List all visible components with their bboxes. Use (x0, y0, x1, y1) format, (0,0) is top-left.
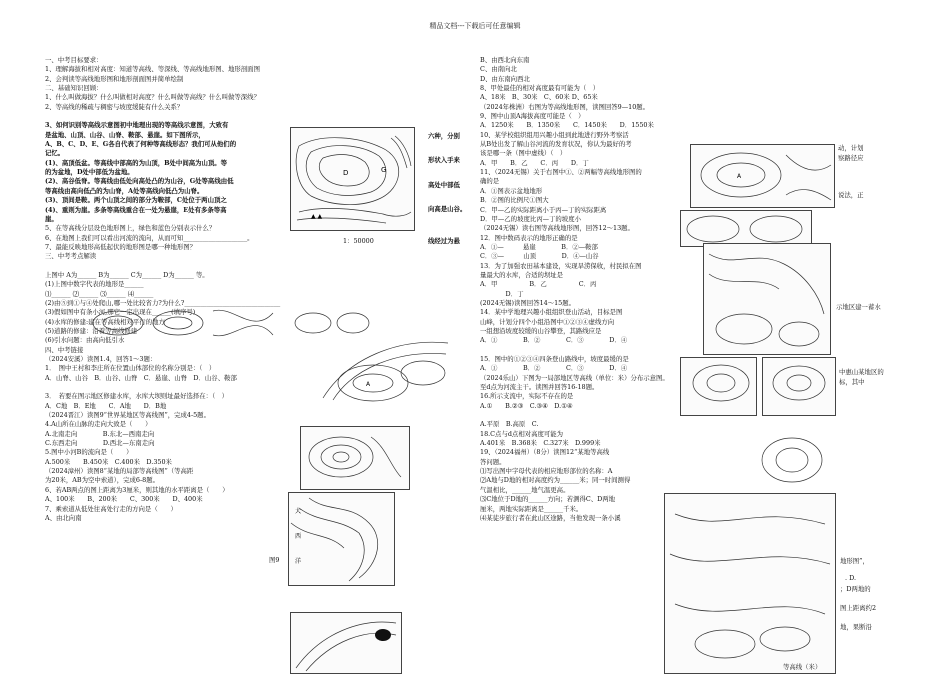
text-line: (3)、顶间是鞍。两个山顶之间的部分为鞍部，C处位于两山顶之 (45, 196, 227, 205)
text-line: A、B、C、D、E、G各自代表了何种等高线形态？我们可从他们的 (45, 140, 237, 149)
text-line: A．① B．② C．③ D．④ (480, 336, 628, 345)
text-line: ⑴______ ⑵______ ⑶______ ⑷______ (45, 289, 154, 298)
text-line: 14．某中学地理兴趣小组组织登山活动，目标是图 (480, 308, 623, 317)
text-line: 记忆。 (45, 149, 65, 158)
text-line: 5、在等高线分层设色地形图上，绿色和蓝色分别表示什么？ (45, 224, 216, 233)
svg-text:G: G (381, 166, 387, 174)
rfrag-4: 示地区建一蓄水 (836, 303, 881, 311)
text-line: （2024无锡）读右图等高线地形图，回答12～13题。 (480, 224, 634, 233)
text-line: 7、乘索道从低处往高处行走的方向是（ ） (45, 504, 177, 513)
text-line: 13．为了加强农田基本建设，实现旱涝保收，村民拟在图 (480, 261, 642, 270)
text-line: A.① B.②③ C.③④ D.①④ (480, 401, 573, 410)
text-line: B．②图的比例尺①图大 (480, 196, 549, 205)
text-line: 一、中考目标要求： (45, 56, 103, 64)
text-line: 确的是 (480, 177, 500, 186)
text-line: ⑶C地位于D地的______方向；若测得C、D两地 (480, 495, 616, 504)
wuxi-figure-2 (703, 243, 831, 355)
rfrag-9: ；D两地的 (840, 585, 871, 593)
text-line: A、100米 B、200米 C、300米 D、400米 (45, 495, 203, 504)
text-line: (2024无锡)读图回答14～15题。 (480, 298, 576, 307)
text-line: C．甲—乙的实际距离小于丙—丁的实际距离 (480, 205, 607, 214)
text-line: 山峰，计划分四个小组沿图中①②③④虚线方向 (480, 317, 615, 326)
text-line: （2024晋江）读图9“世界某地区等高线图”，完成4-5题。 (45, 411, 210, 420)
text-line: 16.所示支流中，实际不存在的是 (480, 392, 574, 401)
text-line: A.500米 B.450米 C.400米 D.350米 (45, 457, 172, 466)
text-line: 5.图中小河B的流向是（ ） (45, 448, 133, 457)
text-line (45, 112, 463, 121)
fuzhou-figure (664, 493, 836, 674)
fragment-5: 线经过为悬 (428, 237, 460, 245)
rfrag-10: 图上距离约2 (840, 604, 877, 612)
numbered-contour-figure (318, 328, 458, 413)
text-line: A．山脊、山谷 B．山谷、山脊 C．悬崖、山脊 D．山谷、鞍部 (45, 373, 237, 382)
rfrag-11: 地，果断沿 (840, 623, 872, 631)
text-line: 崖。 (45, 214, 58, 223)
text-line: 从B处出发了解山谷河流的发育状况，你认为最好的考 (480, 140, 632, 149)
text-line: A．甲 B．乙 C．丙 (480, 280, 597, 289)
text-line: 四、中考链接 (45, 345, 84, 354)
text-line: 11、（2024无锡）关于右图中①、②两幅等高线地形图的 (480, 168, 642, 177)
text-line: (6)引水问题：由高向低引水 (45, 336, 125, 345)
rfrag-1: 动，计划 (838, 144, 864, 152)
svg-text:洋: 洋 (295, 558, 302, 565)
text-line: A.401米 B.368米 C.327米 D.999米 (480, 439, 601, 448)
fragment-4: 向高是山谷。 (428, 205, 467, 213)
text-line: 12．图中数码表示的地形正确的是 (480, 233, 578, 242)
text-line: A.平原 B.高原 C. (480, 420, 539, 429)
rfrag-2: 察路径应 (838, 154, 864, 162)
svg-text:D: D (343, 169, 349, 177)
rfrag-7: 地形图”， (840, 557, 869, 565)
text-line: 厘米，两地实际距离是______千米。 (480, 504, 583, 513)
text-line: C、由南向北 (480, 65, 517, 74)
text-line: (1)上图中数字代表的地形是______ (45, 280, 144, 289)
rfrag-8: . D. (845, 574, 856, 582)
text-line: 6、在地图上我们可以看出河流的流向，从而可知____________________。 (45, 233, 254, 242)
text-line: (1)、高顶低盆。等高线中部高的为山顶，B处中间高为山顶。等 (45, 158, 228, 167)
text-line: A.北南走向 B.东北—西南走向 (45, 429, 155, 438)
text-line: ⑷某徒步旅行者在此山区途路，当他发现一条小溪 (480, 513, 621, 522)
rfrag-3: 说法，正 (838, 191, 864, 199)
text-line: 是盆地、山顶、山谷、山脊、鞍部、悬崖。如下图所示， (45, 130, 205, 139)
svg-text:大: 大 (295, 508, 302, 515)
fragment-1: 六种，分别 (428, 132, 460, 140)
text-line: 气温相比，______地气温更高。 (480, 485, 570, 494)
text-line: （2024年株洲）右图为等高线地形图，读图回答9—10题。 (480, 102, 650, 111)
text-line: 2、会判读等高线地形图和地形剖面图并简单绘制 (45, 74, 184, 83)
text-line: 等高线由高向低凸的为山脊，A处等高线向低凸为山脊。 (45, 186, 204, 195)
text-line: 1、理解海拔和相对高度：知道等高线、等深线、等高线地形图、地形剖面图 (45, 65, 260, 74)
text-line: D．甲—乙的坡度比丙—丁的坡度小 (480, 214, 581, 223)
text-line: 4.A山所在山脉的走向大致是（ ） (45, 420, 152, 429)
text-line: 19、（2024福州）（8分）读图12“某地等高线 (480, 448, 610, 457)
text-line: 上图中 A为______ B为______ C为______ D为______ 等。 (45, 270, 209, 279)
text-line: D、由东南向西北 (480, 74, 530, 83)
svg-text:A: A (366, 381, 371, 388)
text-line: (4)、重则为崖。多条等高线重合在一处为悬崖，E处有多条等高 (45, 205, 227, 214)
text-line: A．C地 B．E地 C．A地 D．B地 (45, 401, 167, 410)
text-line: C．③— 山顶 D．④—山谷 (480, 252, 599, 261)
text-line: 1． 图中王村和李庄所在位置山体部位的名称分别是：（ ） (45, 364, 216, 373)
huishan-figure-2 (762, 357, 836, 416)
scale-label: 1：50000 (343, 237, 374, 245)
text-line: (4)水库的修建:建在等高线相对平行的地方 (45, 317, 165, 326)
svg-text:西: 西 (295, 533, 302, 540)
text-line: 二、基础知识回顾： (45, 84, 103, 93)
text-line: (5)道路的修建：沿着等高线修建 (45, 326, 138, 335)
text-line: 该是哪一条（图中虚线）（ ） (480, 149, 567, 158)
text-line: 3． 若要在图示地区修建水库，水库大坝则址最好选择在：（ ） (45, 392, 228, 401)
text-line (45, 262, 463, 271)
text-line: D．丁 (480, 289, 524, 298)
text-line: A．①图表示盆地地形 (480, 186, 543, 195)
rfrag-5: 中惠山某地区的 (839, 368, 884, 376)
wuxi-figure-1 (680, 210, 812, 247)
contour-figure-abcdeg (290, 127, 415, 231)
text-line: C.东西走向 D.西北—东南走向 (45, 439, 155, 448)
text-line (480, 346, 900, 355)
text-line: 15．图中的①②③④四条登山路线中，坡度最缓的是 (480, 355, 629, 363)
text-line: ⑵A地与D地的相对高度约为______米；同一时间测得 (480, 476, 631, 485)
svg-text:A: A (737, 173, 742, 180)
text-line: 7、最能反映地形高低起伏的地形图是哪一种地形图？ (45, 242, 197, 251)
zhuzhou-figure (690, 144, 835, 208)
text-line: A、由北向南 (45, 513, 82, 522)
text-line: 答问题。 (480, 457, 506, 466)
text-line: 至d点为河流主干。读图并回答16-18题。 (480, 383, 599, 392)
text-line: A、18米 B、30米 C、60米 D、65米 (480, 93, 598, 102)
svg-text:▲ ▲: ▲ ▲ (311, 213, 323, 220)
text-line: 10、某学校组织组用兴趣小组到此地进行野外考察活 (480, 130, 629, 139)
text-line: （2024漳州）读图8“某地的局部等高线图”（等高距 (45, 467, 194, 476)
anxi-figure (300, 426, 410, 490)
text-line: 的为盆地，D处中部低为盆地。 (45, 168, 134, 177)
text-line: 8、甲处最佳的相对高度最有可能为（ ） (480, 84, 600, 93)
text-line: 6、若AB两点的图上距离为3厘米，则其地的水平距离是（ ） (45, 485, 229, 494)
text-line: 三、中考考点解读 (45, 252, 97, 261)
page-header: 精品文档---下载后可任意编辑 (429, 22, 521, 30)
text-line: 9、图中山顶A海拔高度可能是（ ） (480, 112, 585, 121)
huishan-figure-1 (680, 357, 757, 416)
leshan-figure (752, 432, 842, 488)
text-line: 18.C点与d点相对高度可能为 (480, 429, 564, 438)
text-line: 2、等高线的稀疏与稠密与坡度缓陡有什么关系？ (45, 102, 184, 111)
figure-9-map (288, 492, 395, 586)
text-line: (2)、高谷低脊。等高线由低处向高处凸的为山谷，G处等高线由低 (45, 177, 234, 186)
fragment-3: 高处中部低 (428, 181, 460, 189)
text-line: B、由西北向东南 (480, 56, 530, 64)
text-line: 一组想沿坡度较缓的山谷攀登，其路线应是 (480, 326, 602, 335)
text-line: 1、什么叫做海拔？什么叫做相对高度？什么叫做等高线？什么叫做等深线？ (45, 93, 260, 102)
fig9-label: 图9 (269, 556, 280, 564)
text-line: （2024安溪）读图1.4，回答1～3题： (45, 355, 157, 363)
text-line: 3、如何识别等高线示意图初中地理出现的等高线示意图，大致有 (45, 121, 229, 130)
text-line: （2024乐山）下图为一局部地区等高线（单位：米）分布示意图。 (480, 373, 669, 382)
rfrag-6: 标，其中 (839, 378, 865, 386)
text-line: ⑴写出图中字母代表的相应地形部位的名称：A (480, 467, 613, 476)
fragment-2: 形状入手来 (428, 156, 460, 164)
text-line: A．① B．② C．③ D．④ (480, 364, 628, 373)
text-line: 量最大的水库，合适的坝址是 (480, 270, 564, 279)
text-line: (3)假如图中有条小河,那它一定出现在______(填序号) (45, 308, 196, 317)
text-line: A．甲 B．乙 C．丙 D．丁 (480, 158, 589, 167)
contour-units: 等高线（米） (783, 663, 822, 671)
text-line: A．1250米 B．1350米 C．1450米 D．1550米 (480, 121, 654, 130)
text-line: A．①— 悬崖 B．②—鞍部 (480, 242, 598, 251)
text-line: 为20米，AB为空中索道），完成6-8题。 (45, 476, 160, 485)
zhangzhou-figure (290, 612, 402, 674)
contour-map-svg (291, 128, 414, 230)
text-line: (2)由⑤到①与④处爬山,哪一处比较省力?为什么?______________________________ (45, 298, 281, 307)
